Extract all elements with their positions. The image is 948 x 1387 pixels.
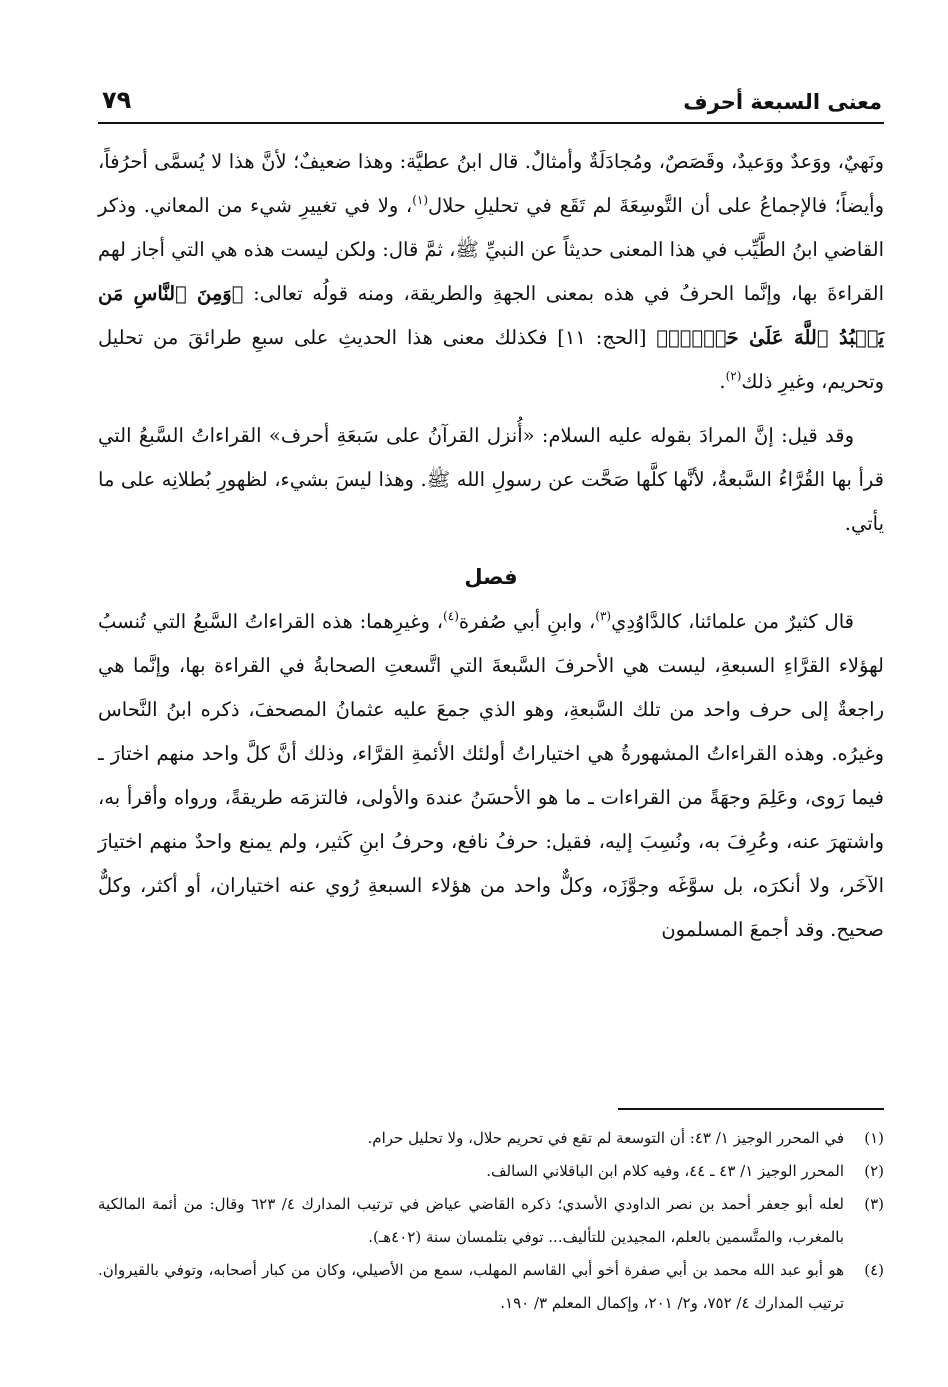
footnote-text: المحرر الوجيز ١/ ٤٣ ـ ٤٤، وفيه كلام ابن الباقلاني السالف. <box>486 1162 844 1180</box>
paragraph-3 <box>98 600 884 952</box>
paragraph-1 <box>98 140 884 404</box>
paragraph-3-text-c: ، وغيرِهما: هذه القراءاتُ السَّبعُ التي تُنسبُ لهؤلاء القرَّاءِ السبعةِ، ليست هي الأحرفَ السَّبعةَ التي اتَّسعتِ الصحابةُ في القراءة بها، وإنَّما هي راجعةٌ إلى حرف واحد من تلك السَّبعةِ، وهو الذي جمعَ عليه عثمانُ المصحفَ، ذكره ابنُ النَّحاس وغيرُه. وهذه القراءاتُ المشهورةُ هي اختياراتُ أولئك الأئمةِ القرَّاء، وذلك أنَّ كلَّ واحد منهم اختارَ ـ فيما رَوى، وعَلِمَ وجهَةً من القراءات ـ ما هو الأحسَنُ عندهَ والأولى، فالتزمَه طريقةً، ورواه وأقرأ به، واشتهرَ عنه، وعُرِفَ به، ونُسِبَ إليه، فقيل: حرفُ نافع، وحرفُ ابنِ كَثير، ولم يمنع واحدٌ منهم اختيارَ الآخَر، ولا أنكرَه، بل سوَّغَه وجوَّزَه، وكلٌّ واحد من هؤلاء السبعةِ رُوي عنه اختياران، أو أكثر، وكلٌّ صحيح. وقد أجمعَ المسلمون <box>98 610 885 941</box>
footnote-text: هو أبو عبد الله محمد بن أبي صفرة أخو أبي القاسم المهلب، سمع من الأصيلي، وكان من كبار أصحابه، وتوفي بالقيروان. ترتيب المدارك ٤/ ٧٥٢، و٢/ ٢٠١، وإكمال المعلم ٣/ ١٩٠. <box>98 1261 844 1312</box>
footnote-text: لعله أبو جعفر أحمد بن نصر الداودي الأسدي؛ ذكره القاضي عياض في ترتيب المدارك ٤/ ٦٢٣ وقال: من أئمة المالكية بالمغرب، والمتَّسمين بالعلم، المجيدين للتأليف... توفي بتلمسان سنة (٤٠٢هـ). <box>98 1195 844 1246</box>
running-title: معنى السبعة أحرف <box>683 90 882 114</box>
footnote-number: (٣) <box>864 1195 884 1213</box>
paragraph-3-text-b: ، وابنِ أبي صُفرة <box>458 610 596 633</box>
paragraph-1-text-b: ، ولا في تغييرِ شيء من المعاني. وذكر القاضي ابنُ الطَّيِّب في هذا المعنى حديثاً عن النبيِّ ﷺ، ثمَّ قال: ولكن ليست هذه هي التي أجاز لهم القراءةَ بها، وإنَّما الحرفُ في هذه بمعنى الجهةِ والطريقة، ومنه قولُه تعالى: <box>98 194 884 305</box>
footnote-marker-3: (٣) <box>595 609 612 623</box>
footnote-number: (٢) <box>864 1162 884 1180</box>
paragraph-3-text-a: قال كثيرٌ من علمائنا، كالدَّاوُدِي <box>611 610 854 633</box>
paragraph-1-text-a: ونَهيٌ، ووَعدٌ ووَعيدٌ، وقَصَصٌ، ومُجادَلَةٌ وأمثالٌ. قال ابنُ عطيَّة: وهذا ضعيفٌ؛ لأنَّ هذا لا يُسمَّى أحرُفاً، وأيضاً؛ فالإجماعُ على أن التَّوسِعَةَ لم تَقَع في تحليلِ حلال <box>98 150 884 217</box>
footnote <box>98 1122 884 1155</box>
book-page <box>98 78 885 1312</box>
paragraph-1-text-d: . <box>719 370 726 393</box>
footnote-number: (١) <box>864 1129 884 1147</box>
footnote-marker-4: (٤) <box>443 609 459 623</box>
footnotes <box>98 1122 884 1320</box>
paragraph-2-text: وقد قيل: إنَّ المرادَ بقوله عليه السلام: «أُنزل القرآنُ على سَبعَةِ أحرف» القراءاتُ السَّبعُ التي قرأ بها القُرَّاءُ السَّبعةُ، لأنَّها كلَّها صَحَّت عن رسولِ الله ﷺ. وهذا ليسَ بشيء، لظهورِ بُطلانِه على ما يأتي. <box>98 424 884 535</box>
page-number: ٧٩ <box>102 86 132 114</box>
section-title: فصل <box>464 565 518 589</box>
footnote <box>98 1188 884 1254</box>
footnote-marker-2: (٢) <box>725 369 742 383</box>
footnote-number: (٤) <box>864 1261 884 1279</box>
footnote-text: في المحرر الوجيز ١/ ٤٣: أن التوسعة لم تقع في تحريم حلال، ولا تحليل حرام. <box>367 1129 844 1147</box>
paragraph-1-text-c: [الحج: ١١] فكذلك معنى هذا الحديثِ على سبعِ طرائقَ من تحليل وتحريم، وغيرِ ذلك <box>98 326 884 393</box>
paragraph-2 <box>98 414 884 546</box>
footnote <box>98 1155 884 1188</box>
footnote-separator <box>618 1108 884 1110</box>
page-header <box>98 78 884 124</box>
footnote-marker-1: (١) <box>412 193 429 207</box>
quran-verse: ﴿وَمِنَ ٱلنَّاسِ مَن يَعۡبُدُ ٱللَّهَ عَلَىٰ حَرۡفٖۖ﴾ <box>98 282 884 349</box>
footnote <box>98 1254 884 1320</box>
